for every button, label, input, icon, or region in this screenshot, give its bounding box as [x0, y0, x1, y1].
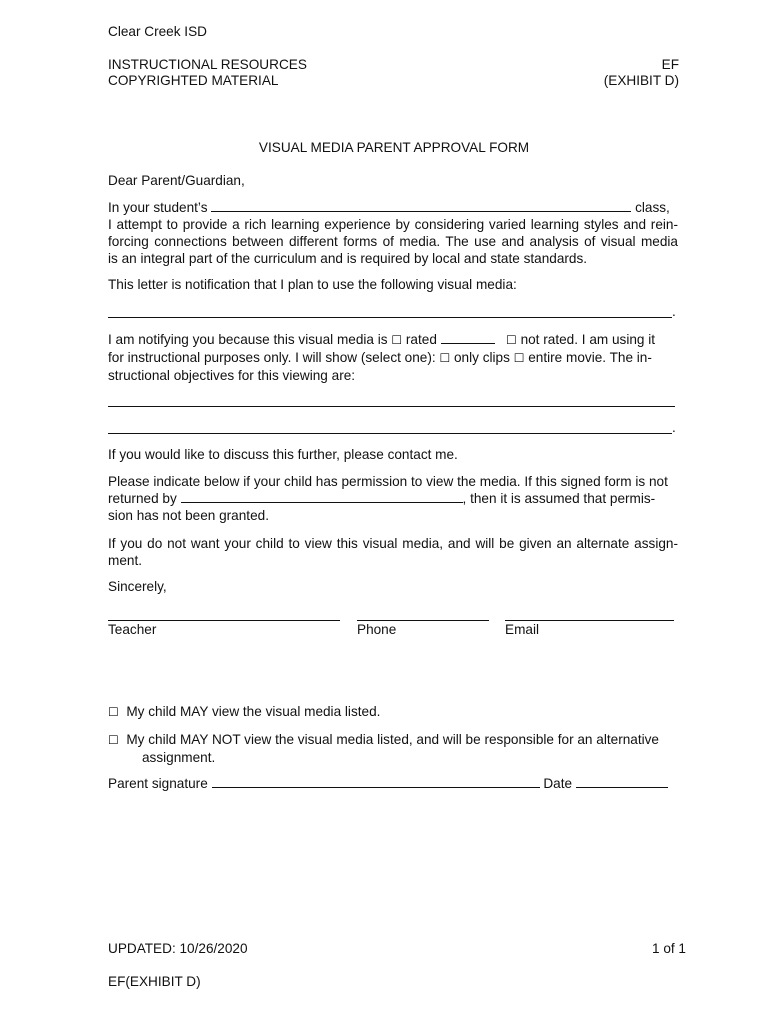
header-right-line1: EF: [661, 57, 679, 72]
entire-movie-label: entire movie. The in-: [528, 350, 652, 365]
district-name: Clear Creek ISD: [108, 24, 207, 39]
rating-intro: I am notifying you because this visual media is: [108, 332, 388, 347]
may-view-checkbox[interactable]: ☐: [108, 705, 119, 719]
may-not-view-line1: [108, 731, 659, 749]
rated-label: rated: [405, 332, 437, 347]
alternate-line1: If you do not want your child to view this visual media, and will be given an alternate assign-: [108, 536, 678, 551]
intro-paragraph: [108, 199, 678, 267]
may-not-view-label: My child MAY NOT view the visual media listed, and will be responsible for an alternative: [126, 732, 659, 747]
not-rated-label: not rated. I am using it: [520, 332, 656, 347]
parent-signature-label: Parent signature: [108, 776, 208, 791]
rating-field[interactable]: [441, 331, 495, 344]
header-left: [108, 57, 307, 89]
phone-label: Phone: [357, 622, 397, 637]
header-right: [604, 57, 679, 89]
rating-paragraph: [108, 331, 678, 384]
media-notice: This letter is notification that I plan to use the following visual media:: [108, 277, 517, 292]
only-clips-label: only clips: [453, 350, 510, 365]
header-right-line2: (EXHIBIT D): [603, 73, 679, 88]
student-class-label: In your student’s: [108, 200, 208, 215]
phone-field[interactable]: [357, 620, 489, 621]
class-name-field[interactable]: [211, 199, 631, 212]
may-view-label: My child MAY view the visual media listed.: [126, 704, 381, 719]
show-select-label: for instructional purposes only. I will show (select one):: [108, 350, 436, 365]
closing: Sincerely,: [108, 579, 167, 594]
alternate-line2: ment.: [108, 553, 142, 568]
header-left-line1: INSTRUCTIONAL RESOURCES: [108, 57, 307, 72]
header-left-line2: COPYRIGHTED MATERIAL: [108, 73, 279, 88]
teacher-label: Teacher: [108, 622, 157, 637]
only-clips-checkbox[interactable]: ☐: [439, 351, 451, 365]
assumed-label: , then it is assumed that permis-: [462, 491, 656, 506]
entire-movie-checkbox[interactable]: ☐: [513, 351, 525, 365]
footer-code: EF(EXHIBIT D): [108, 974, 201, 989]
returned-by-label: returned by: [108, 491, 177, 506]
rating-line3: structional objectives for this viewing are:: [108, 368, 356, 383]
return-date-field[interactable]: [181, 490, 463, 503]
class-label: class,: [635, 200, 670, 215]
email-field[interactable]: [505, 620, 674, 621]
contact-note: If you would like to discuss this further, please contact me.: [108, 447, 458, 462]
date-field[interactable]: [576, 775, 668, 788]
parent-signature-row: [108, 775, 668, 791]
intro-line2: I attempt to provide a rich learning experience by considering varied learning styles and rein-: [108, 217, 678, 232]
permission-line2: [108, 490, 678, 507]
parent-signature-field[interactable]: [212, 775, 540, 788]
page-number: 1 of 1: [651, 941, 686, 956]
objectives-field-2[interactable]: [108, 433, 672, 434]
media-title-field[interactable]: [108, 317, 672, 318]
may-not-view-option: [108, 731, 659, 766]
rating-line1: [108, 331, 678, 349]
intro-line3: forcing connections between different forms of media. The use and analysis of visual media: [108, 234, 678, 249]
not-rated-checkbox[interactable]: ☐: [506, 333, 517, 347]
date-label: Date: [543, 776, 573, 791]
permission-line1: Please indicate below if your child has permission to view the media. If this signed form is not: [108, 474, 668, 489]
updated-date: UPDATED: 10/26/2020: [108, 941, 248, 956]
may-view-option: [108, 704, 380, 719]
teacher-signature-field[interactable]: [108, 620, 340, 621]
permission-paragraph: [108, 473, 678, 524]
may-not-view-line2: assignment.: [142, 750, 216, 765]
rated-checkbox[interactable]: ☐: [391, 333, 403, 347]
objectives-field-1[interactable]: [108, 406, 675, 407]
rating-line2: [108, 349, 678, 367]
intro-line1: [108, 199, 678, 216]
salutation: Dear Parent/Guardian,: [108, 173, 245, 188]
email-label: Email: [505, 622, 539, 637]
permission-line3: sion has not been granted.: [108, 508, 269, 523]
objectives-line-period: .: [672, 420, 676, 435]
alternate-paragraph: [108, 535, 678, 569]
may-not-view-checkbox[interactable]: ☐: [108, 733, 119, 747]
form-title: VISUAL MEDIA PARENT APPROVAL FORM: [258, 140, 530, 155]
media-line-period: .: [672, 304, 676, 319]
intro-line4: is an integral part of the curriculum and is required by local and state standards.: [108, 251, 588, 266]
